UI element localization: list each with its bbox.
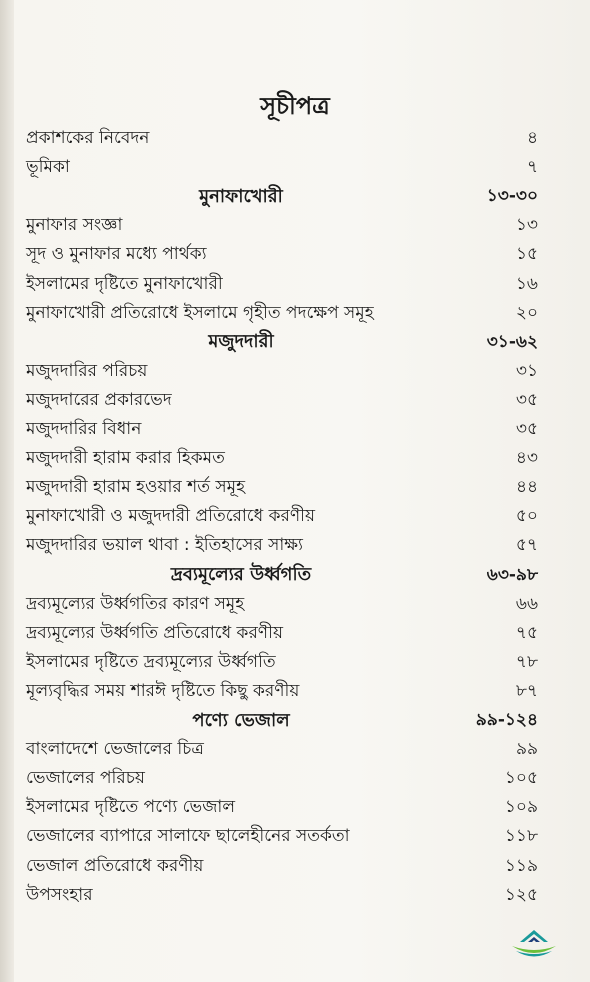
entry-title: মজুদদারির বিধান [26, 419, 142, 439]
entry-title: দ্রব্যমূল্যের উর্ধ্বগতি প্রতিরোধে করণীয় [26, 622, 283, 643]
entry-page-number: ৪৩ [515, 448, 538, 469]
toc-entry [26, 124, 538, 154]
entry-page-number: ৭৮ [515, 651, 538, 672]
toc-entry [26, 735, 538, 765]
toc-entry [26, 386, 538, 416]
entry-page-number: ১৩ [515, 215, 538, 236]
entry-title: সূদ ও মুনাফার মধ্যে পার্থক্য [26, 244, 207, 265]
toc-entry [26, 357, 538, 387]
entry-page-number: ৩৫ [515, 389, 538, 410]
entry-title: মজুদদারির পরিচয় [26, 360, 148, 381]
page-spine-shadow [0, 0, 14, 982]
entry-page-number: ১৫ [515, 244, 538, 265]
entry-page-number: ১১৮ [504, 826, 538, 847]
entry-title: মজুদদারের প্রকারভেদ [26, 389, 172, 410]
toc-entry [26, 270, 538, 300]
toc-section-heading [26, 328, 538, 358]
toc-entry [26, 590, 538, 620]
entry-page-number: ৯৯ [515, 739, 538, 760]
entry-title: মজুদদারী হারাম করার হিকমত [26, 448, 225, 469]
toc-entry [26, 153, 538, 183]
section-title: দ্রব্যমূল্যের উর্ধ্বগতি [170, 564, 312, 585]
section-page-range: ৯৯-১২৪ [475, 710, 538, 730]
toc-section-heading [26, 706, 538, 736]
entry-page-number: ৮৭ [515, 680, 538, 701]
entry-title: মজুদদারী হারাম হওয়ার শর্ত সমূহ [26, 477, 246, 498]
entry-title: মূল্যবৃদ্ধির সময় শারঈ দৃষ্টিতে কিছু করণীয় [26, 680, 300, 701]
toc-entry [26, 881, 538, 911]
entry-page-number: ১৬ [515, 273, 538, 294]
toc-entry [26, 502, 538, 532]
entry-page-number: ৪ [526, 128, 538, 148]
entry-page-number: ৪৪ [515, 477, 538, 498]
entry-page-number: ১০৫ [504, 768, 538, 789]
toc-entry [26, 299, 538, 329]
entry-title: ইসলামের দৃষ্টিতে পণ্যে ভেজাল [26, 797, 236, 818]
entry-page-number: ৫০ [515, 506, 538, 527]
page-title: সূচীপত্র [260, 92, 330, 120]
toc-entry [26, 648, 538, 678]
toc-section-heading [26, 561, 538, 591]
entry-title: মজুদদারির ভয়াল থাবা : ইতিহাসের সাক্ষ্য [26, 535, 303, 556]
section-page-range: ১৩-৩০ [486, 186, 538, 207]
entry-page-number: ১০৯ [504, 797, 538, 818]
toc-entry [26, 619, 538, 649]
toc-entry [26, 531, 538, 561]
entry-page-number: ৩১ [515, 360, 538, 381]
toc-entry [26, 473, 538, 503]
entry-page-number: ৭৫ [515, 622, 538, 643]
toc-entry [26, 211, 538, 241]
section-title: মুনাফাখোরী [199, 185, 283, 207]
publisher-logo-icon [506, 918, 562, 962]
toc-entry [26, 852, 538, 882]
entry-title: ভেজালের পরিচয় [26, 768, 145, 789]
entry-page-number: ৩৫ [515, 419, 538, 439]
toc-entry [26, 240, 538, 270]
toc-entry [26, 764, 538, 794]
toc-entry [26, 444, 538, 474]
entry-title: ইসলামের দৃষ্টিতে দ্রব্যমূল্যের উর্ধ্বগতি [26, 651, 276, 672]
entry-title: উপসংহার [26, 884, 93, 905]
toc-section-heading [26, 182, 538, 212]
toc-entry [26, 793, 538, 823]
entry-title: বাংলাদেশে ভেজালের চিত্র [26, 739, 204, 760]
entry-title: দ্রব্যমূল্যের উর্ধ্বগতির কারণ সমূহ [26, 593, 245, 614]
entry-title: ইসলামের দৃষ্টিতে মুনাফাখোরী [26, 273, 223, 294]
entry-page-number: ১১৯ [504, 855, 538, 876]
entry-page-number: ৭ [526, 157, 538, 178]
toc-entry [26, 415, 538, 445]
section-title: পণ্যে ভেজাল [192, 709, 290, 731]
entry-title: প্রকাশকের নিবেদন [26, 128, 150, 148]
entry-title: মুনাফার সংজ্ঞা [26, 215, 123, 236]
section-page-range: ৩১-৬২ [486, 331, 538, 352]
toc-entry [26, 822, 538, 852]
entry-page-number: ১২৫ [504, 884, 538, 905]
entry-page-number: ৫৭ [515, 535, 538, 556]
entry-title: ভেজালের ব্যাপারে সালাফে ছালেহীনের সতর্কতা [26, 826, 350, 847]
entry-page-number: ২০ [515, 302, 538, 323]
section-page-range: ৬৩-৯৮ [486, 564, 538, 585]
entry-title: ভূমিকা [26, 157, 70, 178]
section-title: মজুদদারী [208, 331, 274, 353]
toc-entry [26, 677, 538, 707]
entry-title: মুনাফাখোরী ও মজুদদারী প্রতিরোধে করণীয় [26, 506, 315, 527]
entry-title: মুনাফাখোরী প্রতিরোধে ইসলামে গৃহীত পদক্ষেপ সমূহ [26, 302, 374, 323]
entry-title: ভেজাল প্রতিরোধে করণীয় [26, 855, 204, 876]
entry-page-number: ৬৬ [515, 593, 538, 614]
